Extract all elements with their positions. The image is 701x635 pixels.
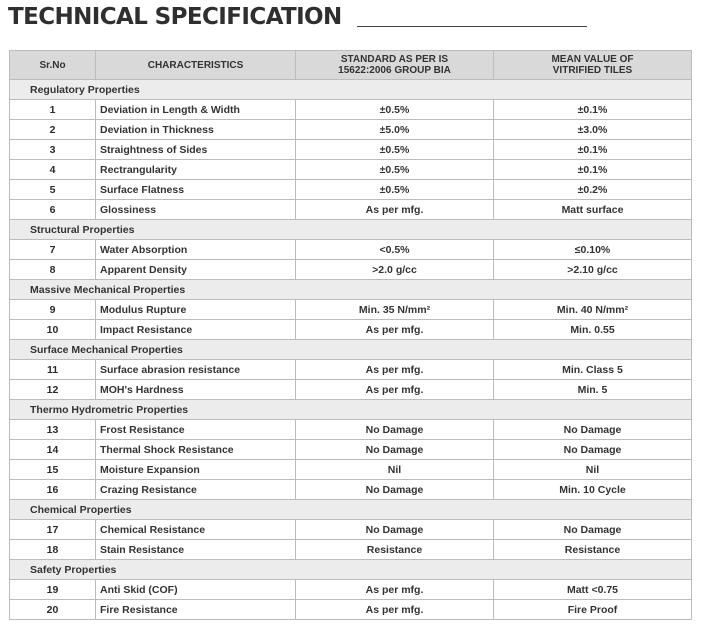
characteristic-cell: Crazing Resistance (96, 480, 296, 500)
mean-value-cell: Min. Class 5 (494, 360, 692, 380)
table-row (10, 600, 692, 620)
mean-value-cell: ±0.1% (494, 100, 692, 120)
table-row (10, 480, 692, 500)
characteristic-cell: Impact Resistance (96, 320, 296, 340)
section-title: Safety Properties (10, 560, 692, 580)
characteristic-cell: Water Absorption (96, 240, 296, 260)
sr-cell: 14 (10, 440, 96, 460)
mean-value-cell: Fire Proof (494, 600, 692, 620)
table-row (10, 260, 692, 280)
sr-cell: 1 (10, 100, 96, 120)
sr-cell: 5 (10, 180, 96, 200)
table-row (10, 100, 692, 120)
section-title: Structural Properties (10, 220, 692, 240)
sr-cell: 10 (10, 320, 96, 340)
header-sr: Sr.No (10, 51, 96, 80)
table-row (10, 140, 692, 160)
header-row (10, 51, 692, 80)
mean-value-cell: ±0.1% (494, 160, 692, 180)
section-title: Chemical Properties (10, 500, 692, 520)
table-row (10, 200, 692, 220)
characteristic-cell: Chemical Resistance (96, 520, 296, 540)
standard-value-cell: <0.5% (296, 240, 494, 260)
mean-value-cell: Min. 40 N/mm² (494, 300, 692, 320)
section-row (10, 560, 692, 580)
section-title: Massive Mechanical Properties (10, 280, 692, 300)
header-mean (494, 51, 692, 80)
section-row (10, 220, 692, 240)
standard-value-cell: No Damage (296, 440, 494, 460)
table-row (10, 160, 692, 180)
header-standard-line2: 15622:2006 GROUP BIA (338, 65, 451, 76)
standard-value-cell: ±5.0% (296, 120, 494, 140)
sr-cell: 7 (10, 240, 96, 260)
table-row (10, 380, 692, 400)
standard-value-cell: No Damage (296, 480, 494, 500)
page-title: TECHNICAL SPECIFICATION (8, 4, 342, 30)
mean-value-cell: Min. 10 Cycle (494, 480, 692, 500)
sr-cell: 8 (10, 260, 96, 280)
sr-cell: 20 (10, 600, 96, 620)
section-title: Thermo Hydrometric Properties (10, 400, 692, 420)
characteristic-cell: Deviation in Thickness (96, 120, 296, 140)
title-underline (357, 26, 587, 27)
mean-value-cell: Resistance (494, 540, 692, 560)
sr-cell: 13 (10, 420, 96, 440)
sr-cell: 18 (10, 540, 96, 560)
standard-value-cell: As per mfg. (296, 320, 494, 340)
standard-value-cell: ±0.5% (296, 140, 494, 160)
section-title: Surface Mechanical Properties (10, 340, 692, 360)
sr-cell: 11 (10, 360, 96, 380)
standard-value-cell: No Damage (296, 420, 494, 440)
mean-value-cell: No Damage (494, 420, 692, 440)
characteristic-cell: Moisture Expansion (96, 460, 296, 480)
table-row (10, 360, 692, 380)
standard-value-cell: As per mfg. (296, 580, 494, 600)
table-row (10, 580, 692, 600)
table-row (10, 180, 692, 200)
characteristic-cell: Straightness of Sides (96, 140, 296, 160)
characteristic-cell: Surface abrasion resistance (96, 360, 296, 380)
characteristic-cell: Fire Resistance (96, 600, 296, 620)
characteristic-cell: Deviation in Length & Width (96, 100, 296, 120)
characteristic-cell: Modulus Rupture (96, 300, 296, 320)
header-standard-line1: STANDARD AS PER IS (340, 54, 449, 65)
standard-value-cell: As per mfg. (296, 360, 494, 380)
sr-cell: 12 (10, 380, 96, 400)
mean-value-cell: ±0.1% (494, 140, 692, 160)
header-mean-line1: MEAN VALUE OF (551, 54, 634, 65)
mean-value-cell: Min. 0.55 (494, 320, 692, 340)
sr-cell: 4 (10, 160, 96, 180)
sr-cell: 17 (10, 520, 96, 540)
standard-value-cell: >2.0 g/cc (296, 260, 494, 280)
section-row (10, 500, 692, 520)
mean-value-cell: Matt <0.75 (494, 580, 692, 600)
section-row (10, 400, 692, 420)
header-characteristics: CHARACTERISTICS (96, 51, 296, 80)
standard-value-cell: As per mfg. (296, 600, 494, 620)
section-row (10, 340, 692, 360)
header-mean-line2: VITRIFIED TILES (552, 65, 633, 76)
characteristic-cell: Rectrangularity (96, 160, 296, 180)
mean-value-cell: Min. 5 (494, 380, 692, 400)
sr-cell: 9 (10, 300, 96, 320)
characteristic-cell: Stain Resistance (96, 540, 296, 560)
characteristic-cell: Thermal Shock Resistance (96, 440, 296, 460)
spec-table (9, 50, 692, 620)
standard-value-cell: Resistance (296, 540, 494, 560)
mean-value-cell: No Damage (494, 520, 692, 540)
standard-value-cell: Nil (296, 460, 494, 480)
table-row (10, 440, 692, 460)
characteristic-cell: Glossiness (96, 200, 296, 220)
mean-value-cell: ±3.0% (494, 120, 692, 140)
sr-cell: 16 (10, 480, 96, 500)
title-block (8, 4, 583, 34)
sr-cell: 6 (10, 200, 96, 220)
sr-cell: 19 (10, 580, 96, 600)
mean-value-cell: No Damage (494, 440, 692, 460)
table-row (10, 240, 692, 260)
table-row (10, 520, 692, 540)
header-standard (296, 51, 494, 80)
standard-value-cell: ±0.5% (296, 180, 494, 200)
section-row (10, 80, 692, 100)
spec-table-header (10, 51, 692, 80)
table-row (10, 540, 692, 560)
mean-value-cell: Matt surface (494, 200, 692, 220)
standard-value-cell: As per mfg. (296, 200, 494, 220)
characteristic-cell: Frost Resistance (96, 420, 296, 440)
standard-value-cell: As per mfg. (296, 380, 494, 400)
table-row (10, 320, 692, 340)
section-row (10, 280, 692, 300)
characteristic-cell: Anti Skid (COF) (96, 580, 296, 600)
section-title: Regulatory Properties (10, 80, 692, 100)
standard-value-cell: No Damage (296, 520, 494, 540)
mean-value-cell: ≤0.10% (494, 240, 692, 260)
table-row (10, 460, 692, 480)
sr-cell: 2 (10, 120, 96, 140)
sr-cell: 15 (10, 460, 96, 480)
mean-value-cell: Nil (494, 460, 692, 480)
table-row (10, 420, 692, 440)
sr-cell: 3 (10, 140, 96, 160)
mean-value-cell: >2.10 g/cc (494, 260, 692, 280)
characteristic-cell: Apparent Density (96, 260, 296, 280)
characteristic-cell: MOH's Hardness (96, 380, 296, 400)
table-row (10, 300, 692, 320)
standard-value-cell: ±0.5% (296, 100, 494, 120)
standard-value-cell: Min. 35 N/mm² (296, 300, 494, 320)
spec-table-body (10, 80, 692, 620)
mean-value-cell: ±0.2% (494, 180, 692, 200)
characteristic-cell: Surface Flatness (96, 180, 296, 200)
standard-value-cell: ±0.5% (296, 160, 494, 180)
table-row (10, 120, 692, 140)
